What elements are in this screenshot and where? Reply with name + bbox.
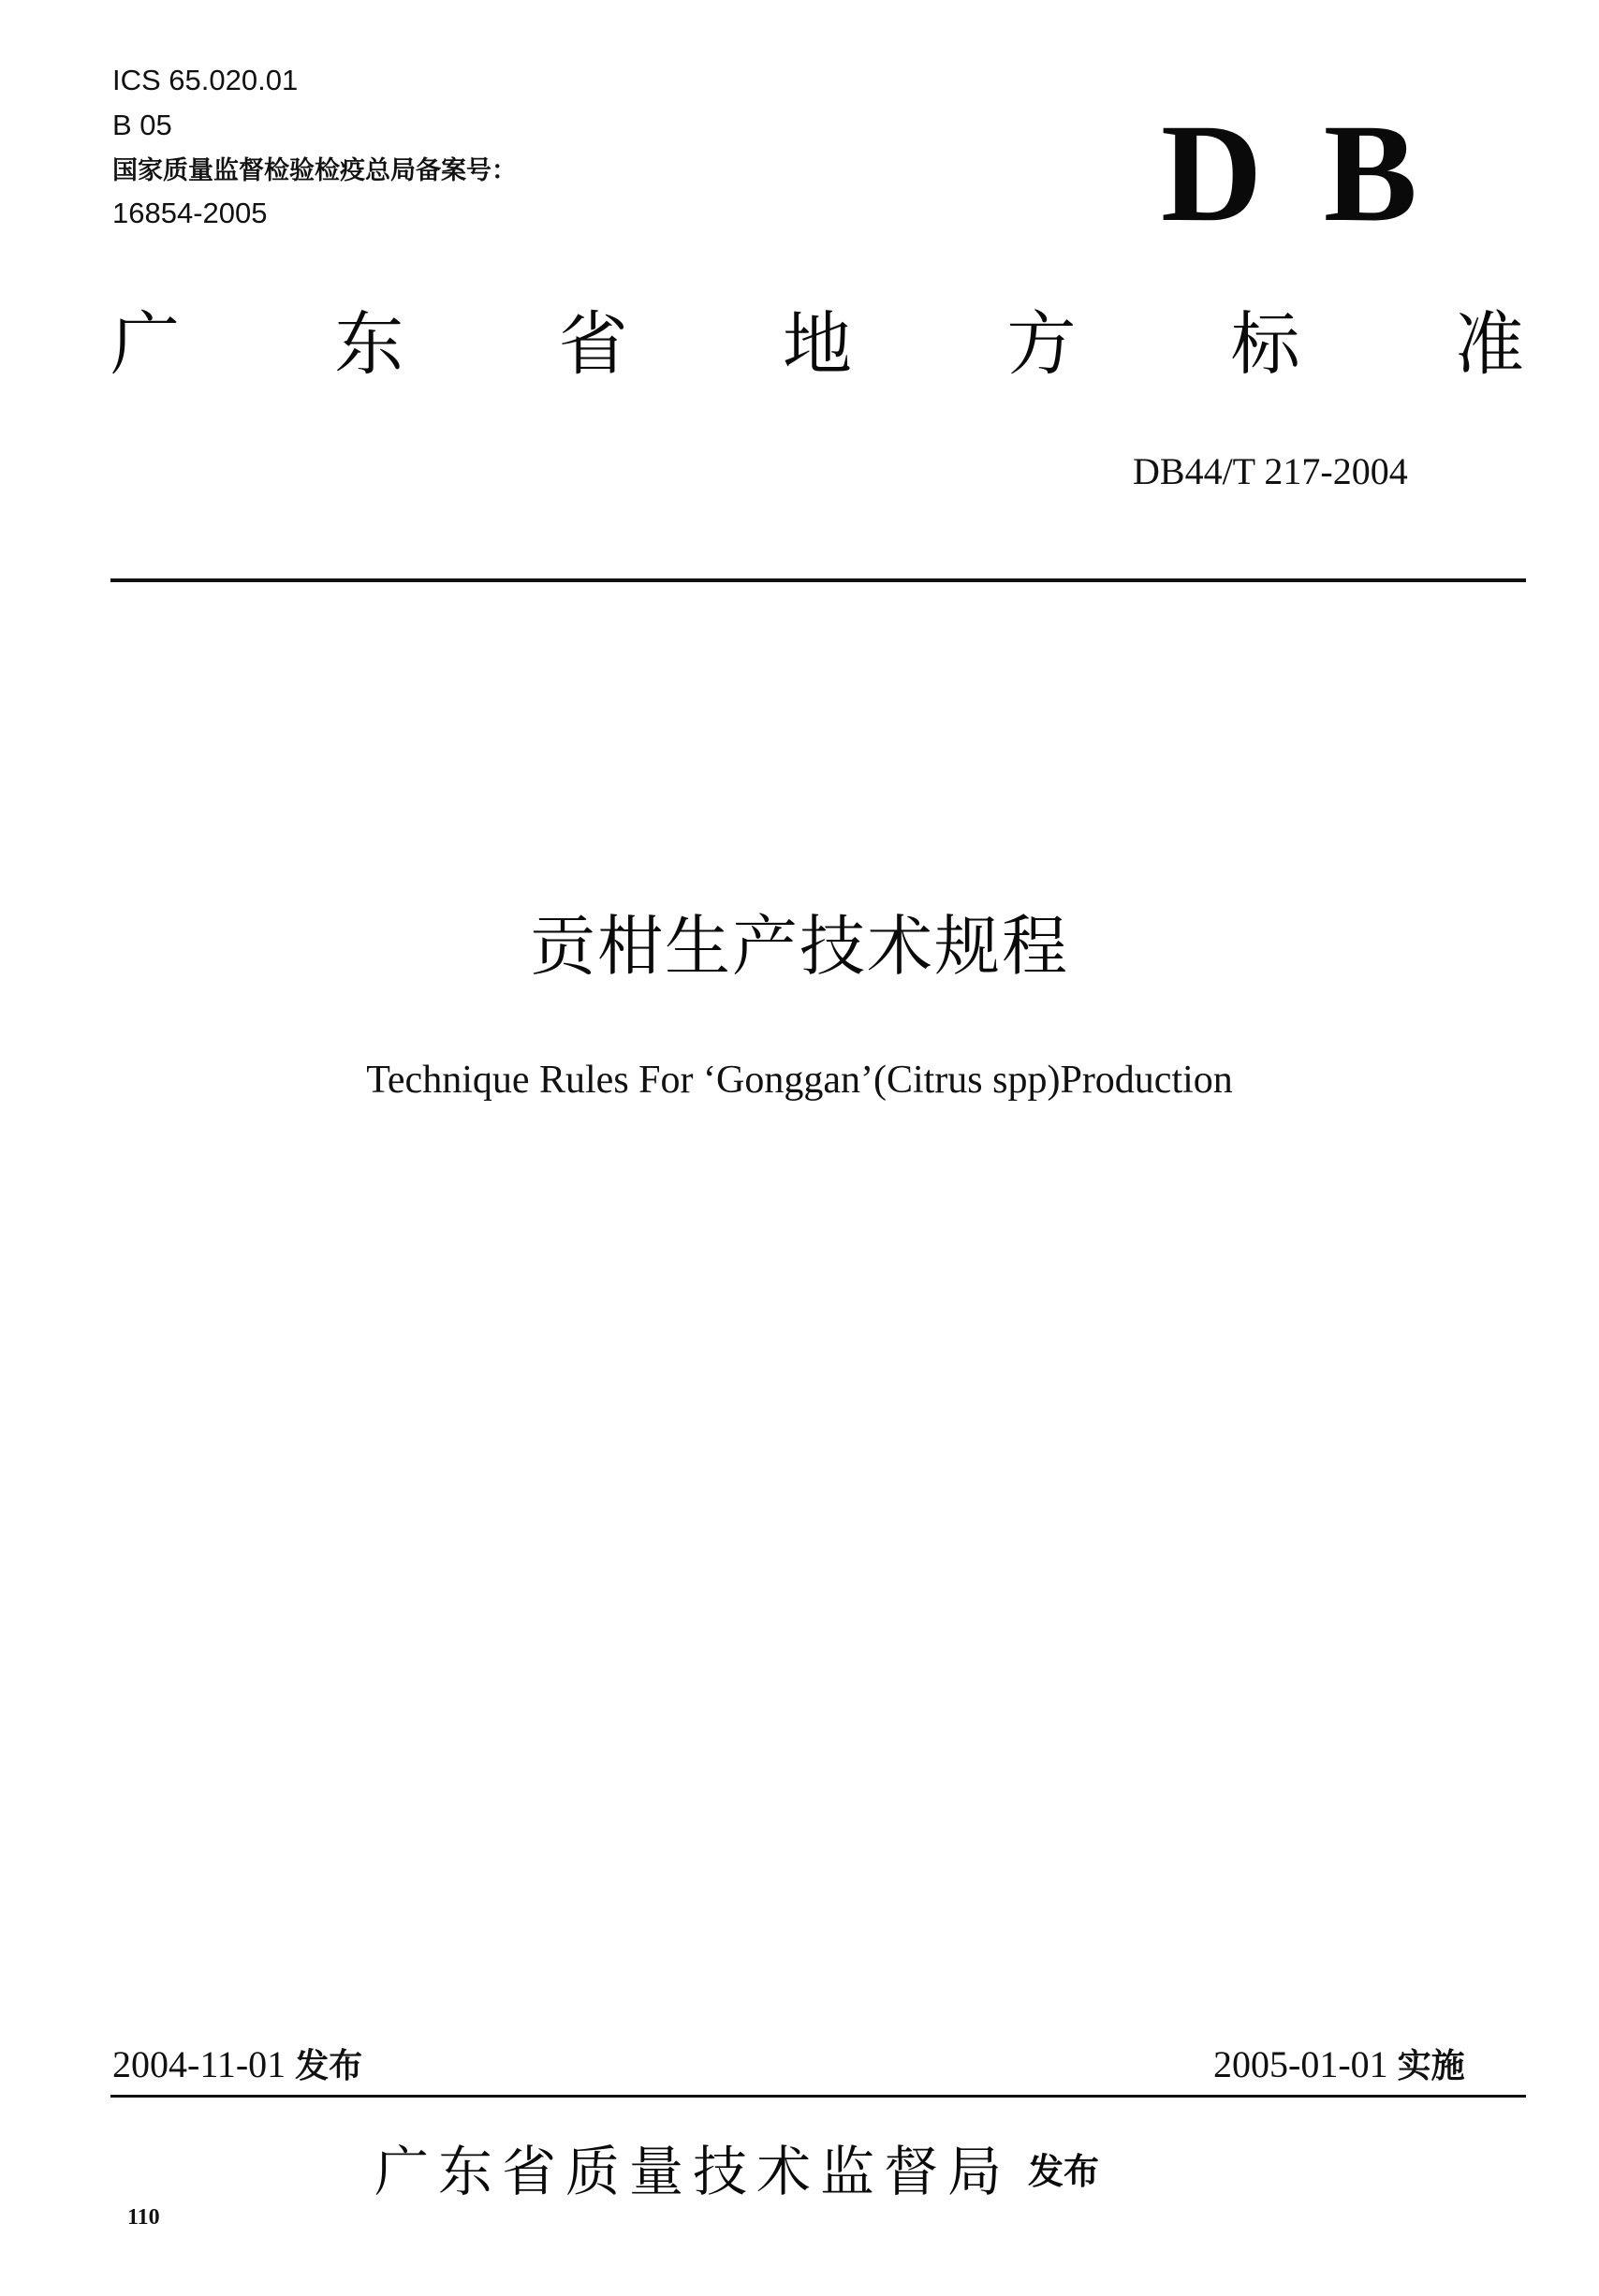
standard-class-char: 省 xyxy=(558,304,628,385)
standard-class-header xyxy=(110,298,1524,391)
filing-number: 16854-2005 xyxy=(112,197,268,229)
implement-date-line xyxy=(1213,2040,1465,2091)
db-standard-mark: D B xyxy=(1161,95,1430,251)
header-divider xyxy=(110,578,1526,582)
document-title-en: Technique Rules For ‘Gonggan’(Citrus spp)Production xyxy=(366,1059,1233,1102)
standard-class-char: 标 xyxy=(1230,304,1300,385)
page-number: 110 xyxy=(127,2205,160,2230)
ccs-code: B 05 xyxy=(112,109,172,141)
standard-number: DB44/T 217-2004 xyxy=(1133,450,1408,492)
issue-date: 2004-11-01 xyxy=(112,2043,286,2085)
implement-label: 实施 xyxy=(1397,2047,1465,2085)
issuer-line xyxy=(374,2134,1099,2209)
issue-date-line xyxy=(112,2040,362,2091)
document-title-zh: 贡柑生产技术规程 xyxy=(530,908,1069,985)
standard-class-char: 广 xyxy=(110,304,180,385)
standard-class-char: 方 xyxy=(1006,304,1077,385)
standard-class-char: 地 xyxy=(782,304,852,385)
footer-divider xyxy=(110,2095,1526,2098)
issuing-organization: 广东省质量技术监督局 xyxy=(374,2140,1012,2203)
filing-label: 国家质量监督检验检疫总局备案号： xyxy=(112,156,517,185)
standard-class-char: 东 xyxy=(334,304,404,385)
implement-date: 2005-01-01 xyxy=(1213,2043,1388,2085)
standard-class-char: 准 xyxy=(1454,304,1524,385)
issue-label: 发布 xyxy=(295,2047,363,2085)
issuing-action: 发布 xyxy=(1028,2151,1100,2192)
ics-code: ICS 65.020.01 xyxy=(112,64,299,96)
